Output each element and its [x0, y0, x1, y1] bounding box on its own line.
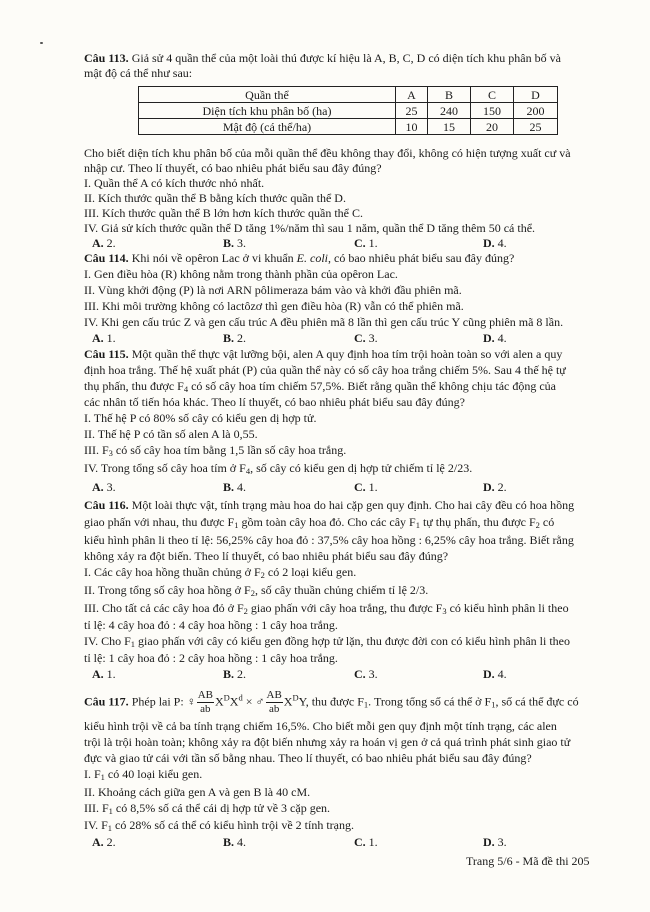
table-row: [139, 103, 558, 119]
q115-stem-line3: thụ phấn, thu được $F_4$ có số cây hoa tím chiếm 57,5%. Biết rằng quần thể không chịu tác động của: [84, 379, 556, 394]
page-footer: Trang 5/6 - Mã đề thi 205: [466, 854, 590, 868]
q114-option-b[interactable]: B. 2.: [223, 331, 247, 345]
q113-label: Câu 113.: [84, 51, 129, 65]
q117-stem-line3: trội là trội hoàn toàn; không xảy ra đột biến nhưng xảy ra hoán vị gen ở cả quá trình phát sinh giao tử: [84, 735, 571, 749]
q114-statement: IV. Khi gen cấu trúc Z và gen cấu trúc A đều phiên mã 8 lần thì gen cấu trúc Y cũng phiên mã 8 lần.: [84, 315, 564, 329]
q113-statement: IV. Giả sử kích thước quần thể D tăng 1%/năm thì sau 1 năm, quần thể D tăng thêm 50 cá thể.: [84, 221, 536, 235]
q115-stem-line4: các nhân tố tiến hóa khác. Theo lí thuyết, có bao nhiêu phát biểu sau đây đúng?: [84, 395, 465, 409]
table-row: [139, 119, 558, 135]
q116-stem-line3: kiểu hình phân li theo tỉ lệ: 56,25% cây hoa đỏ : 37,5% cây hoa hồng : 6,25% cây hoa trắng. Biết rằng: [84, 533, 574, 547]
q116-statement: II. Trong tổng số cây hoa hồng ở $F_2$, số cây thuần chủng chiếm tỉ lệ 2/3.: [84, 583, 429, 598]
q115-option-d[interactable]: D. 2.: [483, 480, 507, 494]
q113-body-line: Cho biết diện tích khu phân bố của mỗi quần thể đều không thay đổi, không có hiện tượng xuất cư và: [84, 146, 571, 160]
q117-statement: I. $F_1$ có 40 loại kiểu gen.: [84, 767, 203, 782]
q114-statement: I. Gen điều hòa (R) không nằm trong thành phần của opêron Lac.: [84, 267, 398, 281]
q116-statement: IV. Cho $F_1$ giao phấn với cây có kiểu gen đồng hợp tử lặn, thu được đời con có kiểu hình phân li theo: [84, 634, 571, 649]
q117-option-a[interactable]: A. 2.: [92, 835, 116, 849]
q116-statement: III. Cho tất cả các cây hoa đỏ ở $F_2$ giao phấn với cây hoa trắng, thu được $F_3$ có kiểu hình phân li theo: [84, 601, 569, 616]
table-header-cell: B: [428, 87, 471, 103]
q115-stem-line1: Câu 115. Một quần thể thực vật lưỡng bội, alen A quy định hoa tím trội hoàn toàn so với alen a quy: [84, 347, 563, 361]
q113-statement: III. Kích thước quần thể B lớn hơn kích thước quần thể C.: [84, 206, 363, 220]
table-cell: 25: [514, 119, 558, 135]
q116-option-c[interactable]: C. 3.: [354, 667, 378, 681]
table-cell: 25: [396, 103, 428, 119]
table-header-row: [139, 87, 558, 103]
q115-option-a[interactable]: A. 3.: [92, 480, 116, 494]
q115-option-b[interactable]: B. 4.: [223, 480, 247, 494]
q116-statement: I. Các cây hoa hồng thuần chủng ở $F_2$ có 2 loại kiểu gen.: [84, 565, 357, 580]
q115-statement: III. $F_3$ có số cây hoa tím bằng 1,5 lần số cây hoa trắng.: [84, 443, 347, 458]
population-table: [138, 86, 558, 135]
q117-option-c[interactable]: C. 1.: [354, 835, 378, 849]
table-cell: 10: [396, 119, 428, 135]
q117-statement: II. Khoảng cách giữa gen A và gen B là 40 cM.: [84, 785, 311, 799]
q114-option-d[interactable]: D. 4.: [483, 331, 507, 345]
q113-option-c[interactable]: C. 1.: [354, 236, 378, 250]
q115-label: Câu 115.: [84, 347, 129, 361]
q113-option-b[interactable]: B. 3.: [223, 236, 247, 250]
genotype-fraction-male: $\frac{AB}{ab}$: [266, 689, 282, 715]
q117-stem-line4: đực và giao tử cái với tần số bằng nhau. Theo lí thuyết, có bao nhiêu phát biểu sau đây đúng?: [84, 751, 532, 765]
q115-statement: IV. Trong tổng số cây hoa tím ở $F_4$, số cây có kiểu gen dị hợp tử chiếm tỉ lệ 2/23.: [84, 461, 473, 476]
q115-option-c[interactable]: C. 1.: [354, 480, 378, 494]
q113-body-line: nhập cư. Theo lí thuyết, có bao nhiêu phát biểu sau đây đúng?: [84, 161, 382, 175]
q114-statement: III. Khi môi trường không có lactôzơ thì gen điều hòa (R) vẫn có thể phiên mã.: [84, 299, 464, 313]
q115-stem-line2: định hoa trắng. Thế hệ xuất phát (P) của quần thể này có số cây hoa trắng chiếm 5%. Sau 4 thế hệ tự: [84, 363, 566, 377]
q113-statement: I. Quần thể A có kích thước nhỏ nhất.: [84, 176, 265, 190]
q116-option-b[interactable]: B. 2.: [223, 667, 247, 681]
q115-statement: I. Thế hệ P có 80% số cây có kiểu gen dị hợp tử.: [84, 411, 317, 425]
genotype-fraction-female: $\frac{AB}{ab}$: [197, 689, 213, 715]
table-cell: Mật độ (cá thể/ha): [139, 119, 396, 135]
q114-option-c[interactable]: C. 3.: [354, 331, 378, 345]
q113-statement: II. Kích thước quần thể B bằng kích thước quần thể D.: [84, 191, 346, 205]
q116-statement-cont: tỉ lệ: 1 cây hoa đỏ : 2 cây hoa hồng : 1 cây hoa trắng.: [84, 651, 338, 665]
q116-stem-line4: không xảy ra đột biến. Theo lí thuyết, có bao nhiêu phát biểu sau đây đúng?: [84, 549, 449, 563]
q117-statement: III. $F_1$ có 8,5% số cá thể cái dị hợp tử về 3 cặp gen.: [84, 801, 331, 816]
q116-stem-line1: Câu 116. Một loài thực vật, tính trạng màu hoa do hai cặp gen quy định. Cho hai cây đều có hoa hồng: [84, 498, 575, 512]
q116-label: Câu 116.: [84, 498, 129, 512]
q117-label: Câu 117.: [84, 694, 129, 709]
q114-option-a[interactable]: A. 1.: [92, 331, 116, 345]
table-cell: 200: [514, 103, 558, 119]
q117-option-d[interactable]: D. 3.: [483, 835, 507, 849]
q114-label: Câu 114.: [84, 251, 129, 265]
table-header-cell: C: [471, 87, 514, 103]
q113-option-d[interactable]: D. 4.: [483, 236, 507, 250]
table-cell: 15: [428, 119, 471, 135]
q116-option-a[interactable]: A. 1.: [92, 667, 116, 681]
q116-option-d[interactable]: D. 4.: [483, 667, 507, 681]
q113-stem-line2: mật độ cá thể như sau:: [84, 66, 193, 80]
q116-stem-line2: giao phấn với nhau, thu được $F_1$ gồm toàn cây hoa đỏ. Cho các cây $F_1$ tự thụ phấn, thu được $F_2$ có: [84, 515, 555, 530]
table-cell: 150: [471, 103, 514, 119]
table-cell: 240: [428, 103, 471, 119]
q114-statement: II. Vùng khởi động (P) là nơi ARN pôlimeraza bám vào và khởi đầu phiên mã.: [84, 283, 462, 297]
q117-stem-cross: Câu 117. Phép lai P: ♀ $\frac{AB}{ab}$ $X^DX^d$ × ♂ $\frac{AB}{ab}$ $X^DY$, thu được $F_1$. Trong tổng số cá thể ở $F_1$, số cá thể đực có: [84, 689, 579, 715]
q114-stem: Câu 114. Khi nói về opêron Lac ở vi khuẩn E. coli, có bao nhiêu phát biểu sau đây đúng?: [84, 251, 515, 265]
q113-option-a[interactable]: A. 2.: [92, 236, 116, 250]
table-cell: 20: [471, 119, 514, 135]
table-header-cell: Quần thể: [139, 87, 396, 103]
q113-stem-line1: Câu 113. Giả sử 4 quần thể của một loài thú được kí hiệu là A, B, C, D có diện tích khu phân bố và: [84, 51, 561, 65]
q116-statement-cont: tỉ lệ: 4 cây hoa đỏ : 4 cây hoa hồng : 1 cây hoa trắng.: [84, 618, 338, 632]
table-cell: Diện tích khu phân bố (ha): [139, 103, 396, 119]
table-header-cell: A: [396, 87, 428, 103]
scan-speck: [40, 42, 43, 44]
q117-option-b[interactable]: B. 4.: [223, 835, 247, 849]
table-header-cell: D: [514, 87, 558, 103]
q115-statement: II. Thế hệ P có tần số alen A là 0,55.: [84, 427, 258, 441]
q117-statement: IV. $F_1$ có 28% số cá thể có kiểu hình trội về 2 tính trạng.: [84, 818, 354, 833]
q117-stem-line2: kiểu hình trội về cả ba tính trạng chiếm 16,5%. Cho biết mỗi gen quy định một tính trạng, các alen: [84, 719, 557, 733]
